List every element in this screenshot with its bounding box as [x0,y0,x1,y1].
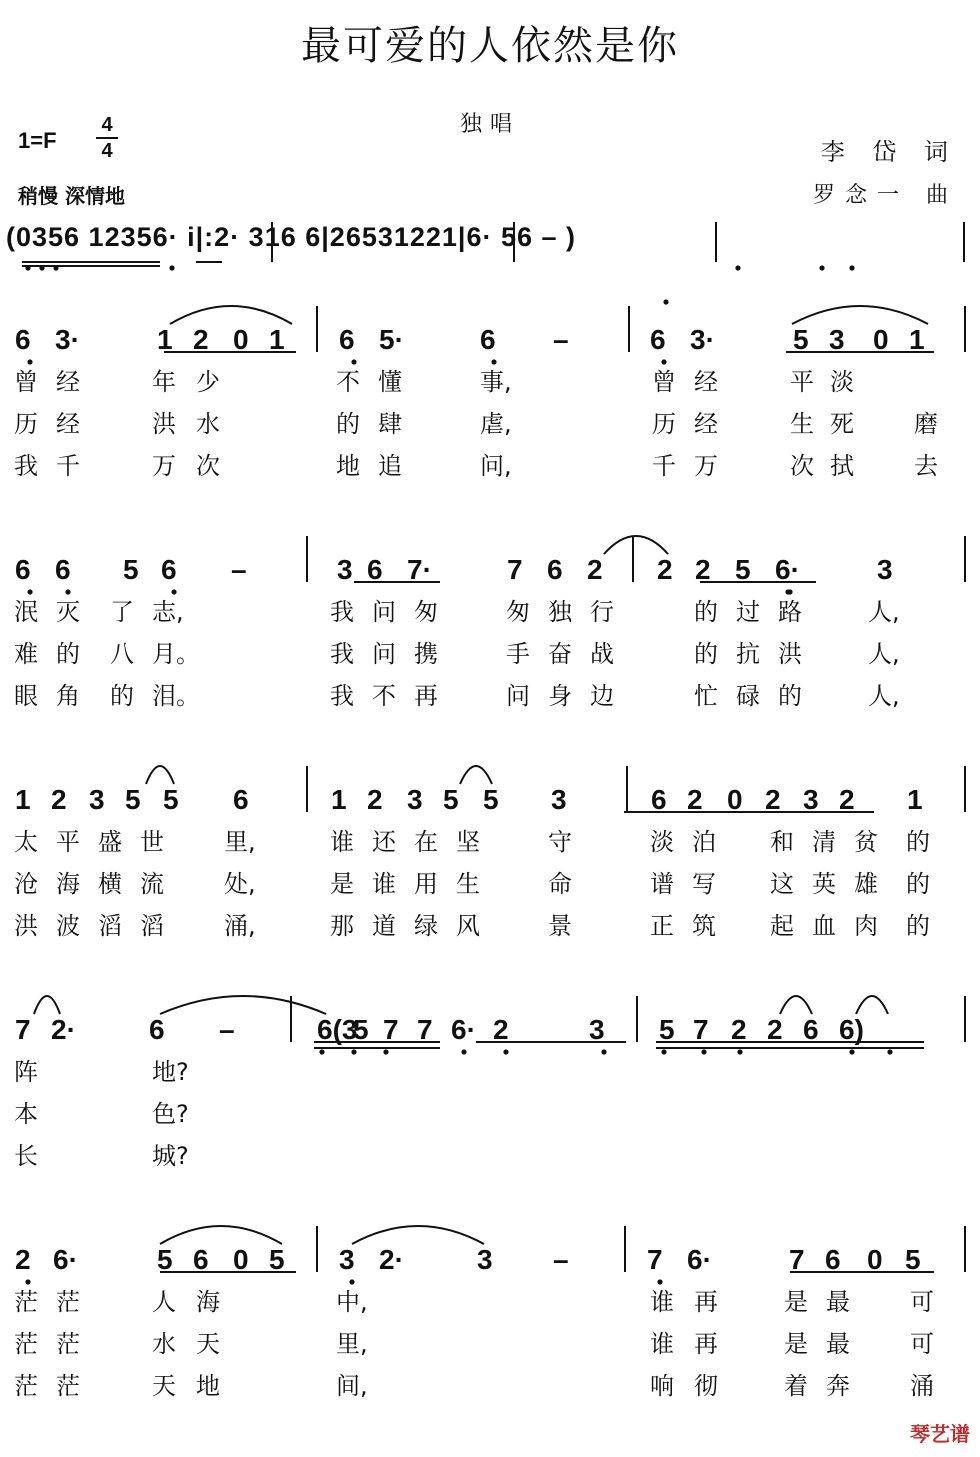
lyric-verse-3: 奔 [826,1372,850,1400]
lyric-verse-2: 茫 [14,1330,38,1358]
lyric-verse-3: 涌, [224,912,256,940]
lyric-verse-1: 最 [826,1288,850,1316]
lyric-verse-1: 人 [152,1288,176,1316]
lyric-verse-1: 路 [778,598,802,626]
lyric-verse-1: 志, [152,598,184,626]
performance-type: 独唱 [459,112,520,137]
note: 6 [149,1014,165,1045]
note: 0 [867,1244,883,1275]
lyric-verse-1: 太 [14,828,38,856]
note: 5 [123,554,139,585]
lyric-verse-1: 平 [790,368,814,396]
lyric-verse-3: 滔 [98,912,122,940]
lyric-verse-3: 问 [506,682,530,710]
note: 2 [193,324,209,355]
lyric-verse-3: 的 [906,912,930,940]
note: 3 [89,784,105,815]
lyric-verse-3: 起 [770,912,794,940]
time-bottom: 4 [101,140,113,162]
lyric-verse-2: 问 [372,640,396,668]
lyric-verse-3: 道 [372,912,396,940]
note: 1 [907,784,923,815]
note: 3 [407,784,423,815]
lyric-verse-3: 眼 [14,682,38,710]
bar-line [628,306,630,352]
bar-line [964,766,966,812]
lyric-verse-3: 那 [330,912,354,940]
lyric-verse-2: 的 [906,870,930,898]
lyric-verse-2: 人, [868,640,900,668]
time-signature [96,114,118,162]
lyric-verse-2: 谁 [372,870,396,898]
lyric-verse-2: 命 [548,870,572,898]
lyric-verse-1: 人, [868,598,900,626]
octave-dot [39,265,44,270]
key-signature: 1=F [18,128,57,153]
lyric-verse-2: 肆 [378,410,402,438]
lyric-verse-2: 再 [694,1330,718,1358]
lyric-verse-3: 碌 [736,682,760,710]
note: 7 [789,1244,805,1275]
lyric-verse-1: 还 [372,828,396,856]
lyric-verse-1: 是 [784,1288,808,1316]
note: 6 [651,784,667,815]
note: 2 [695,554,711,585]
lyric-verse-3: 千 [652,452,676,480]
time-top: 4 [101,114,113,136]
lyric-verse-1: 淡 [830,368,854,396]
lyric-verse-3: 茫 [14,1372,38,1400]
lyric-verse-1: 年 [152,368,176,396]
lyric-verse-2: 死 [830,410,854,438]
lyric-verse-1: 海 [196,1288,220,1316]
lyric-verse-2: 战 [590,640,614,668]
lyric-verse-2: 经 [56,410,80,438]
lyric-verse-3: 不 [372,682,396,710]
note: 5 [483,784,499,815]
note: – [553,1244,569,1275]
lyric-verse-2: 难 [14,640,38,668]
note: 6 [15,554,31,585]
octave-dot [53,265,58,270]
note: 7 [507,554,523,585]
lyric-verse-3: 长 [14,1142,38,1170]
lyric-verse-1: 事, [480,368,512,396]
note: 2 [731,1014,747,1045]
lyric-verse-2: 用 [414,870,438,898]
lyricist-credit: 李 岱 词 [820,138,958,166]
note: 2 [493,1014,509,1045]
lyric-verse-1: 匆 [414,598,438,626]
note: 6· [687,1244,712,1275]
octave-dot [819,265,824,270]
lyric-verse-3: 涌 [910,1372,934,1400]
lyric-verse-3: 彻 [694,1372,718,1400]
lyric-verse-2: 的 [56,640,80,668]
note: 5 [125,784,141,815]
lyric-verse-2: 谱 [650,870,674,898]
octave-dot [169,265,174,270]
lyric-verse-3: 追 [378,452,402,480]
lyric-verse-3: 风 [456,912,480,940]
note: 2 [839,784,855,815]
note: 7 [647,1244,663,1275]
note: 0 [727,784,743,815]
lyric-verse-2: 水 [152,1330,176,1358]
lyric-verse-1: 在 [414,828,438,856]
note: 7 [383,1014,399,1045]
lyric-verse-2: 历 [14,410,38,438]
note: 2 [15,1244,31,1275]
note: 6 [55,554,71,585]
lyric-verse-3: 地 [336,452,360,480]
note: – [553,324,569,355]
lyric-verse-3: 万 [694,452,718,480]
lyric-verse-1: 守 [548,828,572,856]
octave-dot [735,265,740,270]
lyric-verse-1: 过 [736,598,760,626]
lyric-verse-2: 处, [224,870,256,898]
lyric-verse-3: 次 [196,452,220,480]
lyric-verse-3: 天 [152,1372,176,1400]
bar-line [632,536,634,582]
lyric-verse-3: 茫 [56,1372,80,1400]
note: 1 [157,324,173,355]
note: 5 [659,1014,675,1045]
lyric-verse-2: 写 [692,870,716,898]
note: 2· [51,1014,76,1045]
lyric-verse-1: 谁 [330,828,354,856]
lyric-verse-3: 波 [56,912,80,940]
intro-line [6,222,974,262]
lyric-verse-2: 的 [336,410,360,438]
composer-credit: 罗念一 曲 [813,183,958,208]
lyric-verse-1: 的 [906,828,930,856]
intro-notes: (0356 12356· i|:2· 316 6|26531221|6· 56 – ) [6,222,577,252]
lyric-verse-1: 独 [548,598,572,626]
lyric-verse-2: 虐, [480,410,512,438]
note: 5 [163,784,179,815]
lyric-verse-3: 我 [330,682,354,710]
note: 3 [829,324,845,355]
note: 5· [379,324,404,355]
note: 2 [765,784,781,815]
note: 3 [337,554,353,585]
note: 7 [15,1014,31,1045]
lyric-verse-3: 身 [548,682,572,710]
lyric-verse-1: 少 [196,368,220,396]
bar-line [964,996,966,1042]
note: 5 [157,1244,173,1275]
note: 5 [269,1244,285,1275]
lyric-verse-3: 筑 [692,912,716,940]
lyric-verse-3: 城? [152,1142,189,1170]
lyric-verse-2: 可 [910,1330,934,1358]
lyric-verse-2: 磨 [914,410,938,438]
lyric-verse-3: 洪 [14,912,38,940]
note: 6 [480,324,496,355]
lyric-verse-2: 我 [330,640,354,668]
lyric-verse-1: 盛 [98,828,122,856]
song-title: 最可爱的人依然是你 [301,23,679,69]
note: 3 [877,554,893,585]
lyric-verse-2: 里, [336,1330,368,1358]
bar-line [636,996,638,1042]
lyric-verse-1: 我 [330,598,354,626]
lyric-verse-1: 经 [694,368,718,396]
note: 3 [477,1244,493,1275]
bar-line [306,766,308,812]
lyric-verse-1: 问 [372,598,396,626]
note: 6 [825,1244,841,1275]
bar-line [964,1226,966,1272]
note: 2 [657,554,673,585]
score-row-4 [0,1008,980,1068]
lyric-verse-2: 月。 [152,640,200,668]
lyric-verse-1: 地? [152,1058,189,1086]
note: 0 [233,324,249,355]
note: 6 [367,554,383,585]
watermark-logo: 琴艺谱 [910,1422,970,1446]
note: 6 [803,1014,819,1045]
note: 2· [379,1244,404,1275]
note: 5 [353,1014,369,1045]
bar-line [316,1226,318,1272]
note: 3 [339,1244,355,1275]
note: 6 [233,784,249,815]
note: – [219,1014,235,1045]
lyric-verse-2: 洪 [778,640,802,668]
score-row-2 [0,548,980,608]
lyric-verse-1: 曾 [14,368,38,396]
lyric-verse-2: 谁 [650,1330,674,1358]
bar-line [306,536,308,582]
bar-line [316,306,318,352]
lyric-verse-1: 清 [812,828,836,856]
lyric-verse-2: 海 [56,870,80,898]
lyric-verse-1: 贫 [854,828,878,856]
lyric-verse-3: 响 [650,1372,674,1400]
lyric-verse-3: 角 [56,682,80,710]
lyric-verse-3: 我 [14,452,38,480]
time-bar [96,137,118,139]
lyric-verse-1: 泊 [692,828,716,856]
lyric-verse-1: 茫 [56,1288,80,1316]
note: 6 [161,554,177,585]
note: 5 [793,324,809,355]
lyric-verse-3: 泪。 [152,682,200,710]
note: 6 [193,1244,209,1275]
lyric-verse-2: 手 [506,640,530,668]
note: 3· [55,324,80,355]
bar-line [964,536,966,582]
note: 6 [650,324,666,355]
note: 2 [767,1014,783,1045]
lyric-verse-1: 再 [694,1288,718,1316]
lyric-verse-3: 人, [868,682,900,710]
lyric-verse-3: 的 [110,682,134,710]
lyric-verse-2: 八 [110,640,134,668]
note: 5 [735,554,751,585]
note: 6(3 [317,1014,358,1045]
lyric-verse-2: 沧 [14,870,38,898]
lyric-verse-1: 了 [110,598,134,626]
bar-line [626,766,628,812]
lyric-verse-2: 雄 [854,870,878,898]
lyric-verse-2: 经 [694,410,718,438]
octave-dot [663,299,668,304]
note: 3· [690,324,715,355]
lyric-verse-1: 懂 [378,368,402,396]
lyric-verse-1: 谁 [650,1288,674,1316]
lyric-verse-1: 里, [224,828,256,856]
note: 6 [15,324,31,355]
lyric-verse-2: 生 [790,410,814,438]
note: 3 [803,784,819,815]
lyric-verse-3: 绿 [414,912,438,940]
lyric-verse-1: 经 [56,368,80,396]
lyric-verse-2: 奋 [548,640,572,668]
note: 0 [233,1244,249,1275]
lyric-verse-3: 血 [812,912,836,940]
note: 2 [367,784,383,815]
lyric-verse-3: 问, [480,452,512,480]
note: – [231,554,247,585]
lyric-verse-3: 地 [196,1372,220,1400]
lyric-verse-2: 携 [414,640,438,668]
lyric-verse-3: 间, [336,1372,368,1400]
lyric-verse-2: 这 [770,870,794,898]
lyric-verse-1: 坚 [456,828,480,856]
lyric-verse-2: 最 [826,1330,850,1358]
lyric-verse-2: 水 [196,410,220,438]
lyric-verse-3: 再 [414,682,438,710]
bar-line [290,996,292,1042]
note: 3 [589,1014,605,1045]
note: 3 [551,784,567,815]
lyric-verse-1: 和 [770,828,794,856]
lyric-verse-3: 忙 [694,682,718,710]
note: 5 [905,1244,921,1275]
note: 2 [587,554,603,585]
lyric-verse-3: 滔 [140,912,164,940]
lyric-verse-3: 次 [790,452,814,480]
note: 6· [775,554,800,585]
lyric-verse-2: 洪 [152,410,176,438]
note: 5 [443,784,459,815]
lyric-verse-1: 淡 [650,828,674,856]
lyric-verse-1: 平 [56,828,80,856]
lyric-verse-1: 不 [336,368,360,396]
note: 0 [873,324,889,355]
lyric-verse-3: 着 [784,1372,808,1400]
lyric-verse-2: 茫 [56,1330,80,1358]
note: 6) [839,1014,864,1045]
note: 2 [687,784,703,815]
lyric-verse-3: 千 [56,452,80,480]
note: 7 [693,1014,709,1045]
lyric-verse-1: 泯 [14,598,38,626]
note: 7· [407,554,432,585]
lyric-verse-2: 抗 [736,640,760,668]
lyric-verse-1: 茫 [14,1288,38,1316]
lyric-verse-2: 是 [330,870,354,898]
note: 7 [417,1014,433,1045]
lyric-verse-1: 阵 [14,1058,38,1086]
lyric-verse-1: 匆 [506,598,530,626]
bar-line [964,306,966,352]
lyric-verse-2: 是 [784,1330,808,1358]
lyric-verse-1: 的 [694,598,718,626]
lyric-verse-1: 可 [910,1288,934,1316]
note: 6· [53,1244,78,1275]
lyric-verse-1: 中, [336,1288,368,1316]
lyric-verse-3: 拭 [830,452,854,480]
lyric-verse-2: 流 [140,870,164,898]
note: 6 [339,324,355,355]
lyric-verse-2: 生 [456,870,480,898]
lyric-verse-2: 历 [652,410,676,438]
lyric-verse-3: 景 [548,912,572,940]
lyric-verse-2: 英 [812,870,836,898]
note: 1 [269,324,285,355]
lyric-verse-2: 本 [14,1100,38,1128]
lyric-verse-2: 横 [98,870,122,898]
lyric-verse-3: 边 [590,682,614,710]
lyric-verse-1: 灭 [56,598,80,626]
lyric-verse-2: 天 [196,1330,220,1358]
note: 6· [451,1014,476,1045]
lyric-verse-2: 的 [694,640,718,668]
lyric-verse-3: 去 [914,452,938,480]
tempo-marking: 稍慢 深情地 [18,184,125,208]
bar-line [624,1226,626,1272]
note: 1 [15,784,31,815]
lyric-verse-3: 的 [778,682,802,710]
lyric-verse-3: 正 [650,912,674,940]
lyric-verse-1: 世 [140,828,164,856]
octave-dot [849,265,854,270]
lyric-verse-1: 曾 [652,368,676,396]
note: 2 [51,784,67,815]
note: 6 [547,554,563,585]
lyric-verse-1: 行 [590,598,614,626]
octave-dot [25,265,30,270]
lyric-verse-3: 肉 [854,912,878,940]
lyric-verse-3: 万 [152,452,176,480]
lyric-verse-2: 色? [152,1100,189,1128]
note: 1 [909,324,925,355]
note: 1 [331,784,347,815]
